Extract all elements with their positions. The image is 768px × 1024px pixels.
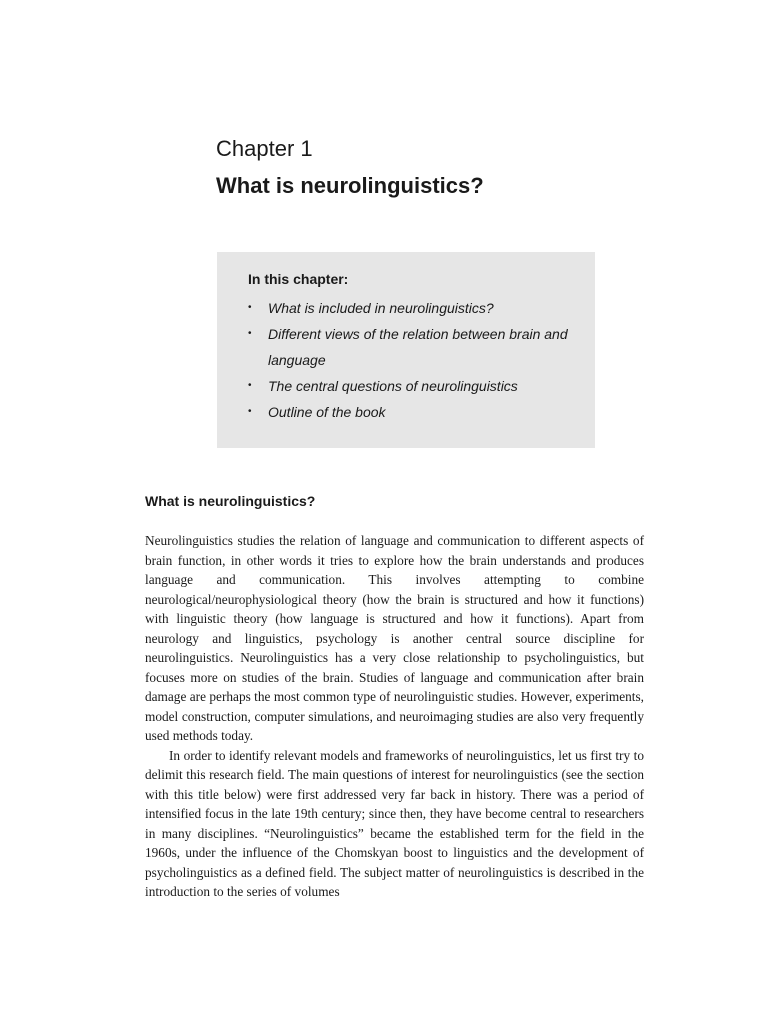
chapter-title: What is neurolinguistics? [216, 173, 484, 198]
chapter-overview-box [217, 252, 595, 448]
body-text [145, 531, 644, 902]
overview-item [248, 373, 568, 399]
bullet-icon: • [248, 380, 252, 391]
bullet-icon: • [248, 406, 252, 417]
overview-item [248, 399, 568, 425]
overview-heading: In this chapter: [248, 271, 349, 287]
overview-item [248, 295, 568, 321]
overview-item [248, 321, 568, 373]
overview-item-text: The central questions of neurolinguistics [268, 378, 518, 394]
section-heading: What is neurolinguistics? [145, 493, 316, 509]
body-paragraph: In order to identify relevant models and frameworks of neurolinguistics, let us first try to delimit this research field. The main questions of interest for neurolinguistics (see the section with this title below) were first addressed very far back in history. There was a period of intensified focus in the late 19th century; since then, they have become central to researchers in many disciplines. “Neurolinguistics” became the established term for the field in the 1960s, under the influence of the Chomskyan boost to linguistics and the development of psycholinguistics as a defined field. The subject matter of neurolinguistics is described in the introduction to the series of volumes [145, 747, 644, 899]
bullet-icon: • [248, 302, 252, 313]
overview-item-text: Outline of the book [268, 404, 386, 420]
body-paragraph: Neurolinguistics studies the relation of language and communication to different aspects of brain function, in other words it tries to explore how the brain understands and produces language and communication. This involves attempting to combine neurological/neurophysiological theory (how the brain is structured and how it functions) with linguistic theory (how language is structured and how it functions). Apart from neurology and linguistics, psychology is another central source discipline for neurolinguistics. Neurolinguistics has a very close relationship to psycholinguistics, but focuses more on studies of the brain. Studies of language and communication after brain damage are perhaps the most common type of neurolinguistic studies. However, experiments, model construction, computer simulations, and neuroimaging studies are also very frequently used methods today. [145, 533, 644, 743]
chapter-label: Chapter 1 [216, 136, 313, 161]
overview-item-text: What is included in neurolinguistics? [268, 300, 494, 316]
bullet-icon: • [248, 328, 252, 339]
overview-list [248, 295, 595, 425]
overview-item-text: Different views of the relation between brain and language [268, 326, 568, 368]
